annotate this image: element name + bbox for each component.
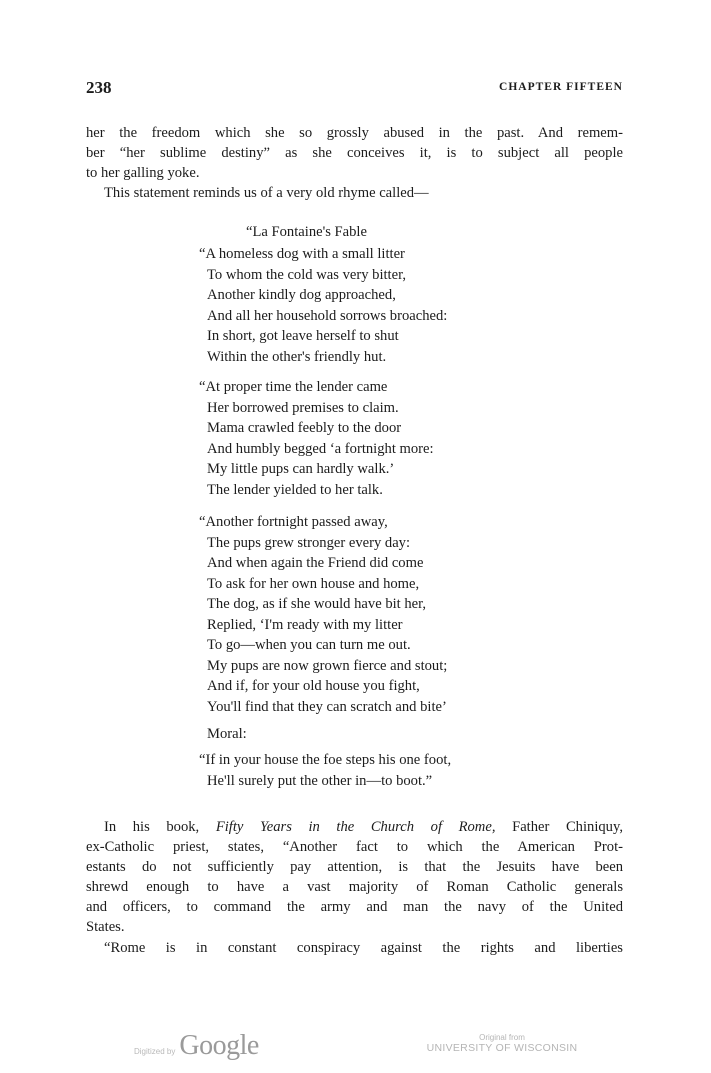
poem-line: To whom the cold was very bitter, bbox=[207, 266, 407, 283]
poem-line: “If in your house the foe steps his one foot, bbox=[199, 752, 452, 768]
intro-line: ber “her sublime destiny” as she conceives it, is to subject all people bbox=[86, 145, 623, 161]
poem-line: To ask for her own house and home, bbox=[207, 575, 420, 592]
poem-line: And humbly begged ‘a fortnight more: bbox=[207, 440, 434, 457]
poem-stanza-3 bbox=[199, 512, 447, 717]
paragraph-line: ex-Catholic priest, states, “Another fact to which the American Prot- bbox=[86, 839, 623, 855]
text-fragment: In his book, bbox=[104, 819, 200, 835]
poem-line: To go—when you can turn me out. bbox=[207, 637, 411, 653]
paragraph-line: “Rome is in constant conspiracy against the rights and liberties bbox=[104, 940, 623, 956]
paragraph-line: States. bbox=[86, 919, 125, 935]
poem-stanza-2 bbox=[199, 377, 434, 500]
poem-line: Another kindly dog approached, bbox=[207, 287, 396, 303]
page-number: 238 bbox=[86, 78, 112, 97]
paragraph-line bbox=[86, 817, 623, 837]
poem-line: You'll find that they can scratch and bite’ bbox=[207, 698, 447, 715]
poem-line: My pups are now grown fierce and stout; bbox=[207, 657, 448, 674]
poem-line: The dog, as if she would have bit her, bbox=[207, 596, 427, 612]
poem-line: In short, got leave herself to shut bbox=[207, 328, 399, 344]
digitized-by-label: Digitized by bbox=[134, 1047, 176, 1056]
poem-line: “Another fortnight passed away, bbox=[199, 514, 388, 530]
paragraph-line: estants do not sufficiently pay attention, is that the Jesuits have been bbox=[86, 859, 623, 875]
poem-line: The pups grew stronger every day: bbox=[207, 534, 411, 551]
chiniquy-paragraph bbox=[86, 817, 623, 937]
poem-line: And if, for your old house you fight, bbox=[207, 678, 420, 694]
original-from-watermark bbox=[418, 1033, 586, 1054]
moral-couplet bbox=[199, 750, 451, 791]
intro-paragraph bbox=[86, 123, 623, 203]
text-fragment: Father Chiniquy, bbox=[512, 819, 623, 835]
digitized-by-watermark bbox=[134, 1030, 259, 1062]
poem-line: Replied, ‘I'm ready with my litter bbox=[207, 616, 403, 633]
running-head: CHAPTER FIFTEEN bbox=[499, 81, 623, 93]
poem-line: My little pups can hardly walk.’ bbox=[207, 461, 395, 477]
poem-line: And when again the Friend did come bbox=[207, 555, 424, 571]
book-title: Fifty Years in the Church of Rome, bbox=[215, 819, 496, 835]
intro-line: her the freedom which she so grossly abused in the past. And remem- bbox=[86, 125, 623, 141]
google-logo: Google bbox=[179, 1030, 259, 1061]
poem-line: “A homeless dog with a small litter bbox=[199, 246, 405, 262]
poem-title: “La Fontaine's Fable bbox=[246, 224, 367, 240]
poem-stanza-1 bbox=[199, 244, 447, 367]
poem-line: “At proper time the lender came bbox=[199, 379, 388, 395]
original-from-label: Original from bbox=[479, 1033, 525, 1042]
statement-line: This statement reminds us of a very old rhyme called— bbox=[104, 185, 429, 201]
poem-line: Within the other's friendly hut. bbox=[207, 348, 387, 365]
moral-label: Moral: bbox=[207, 726, 247, 742]
intro-line: to her galling yoke. bbox=[86, 165, 200, 181]
poem-line: Her borrowed premises to claim. bbox=[207, 399, 399, 416]
paragraph-line: shrewd enough to have a vast majority of Roman Catholic generals bbox=[86, 879, 623, 895]
poem-line: Mama crawled feebly to the door bbox=[207, 420, 402, 436]
poem-line: The lender yielded to her talk. bbox=[207, 481, 383, 498]
paragraph-line: and officers, to command the army and man the navy of the United bbox=[86, 899, 623, 915]
rome-paragraph bbox=[86, 938, 623, 958]
poem-line: He'll surely put the other in—to boot.” bbox=[207, 772, 433, 789]
poem-line: And all her household sorrows broached: bbox=[207, 307, 448, 324]
university-label: UNIVERSITY OF WISCONSIN bbox=[426, 1042, 578, 1054]
